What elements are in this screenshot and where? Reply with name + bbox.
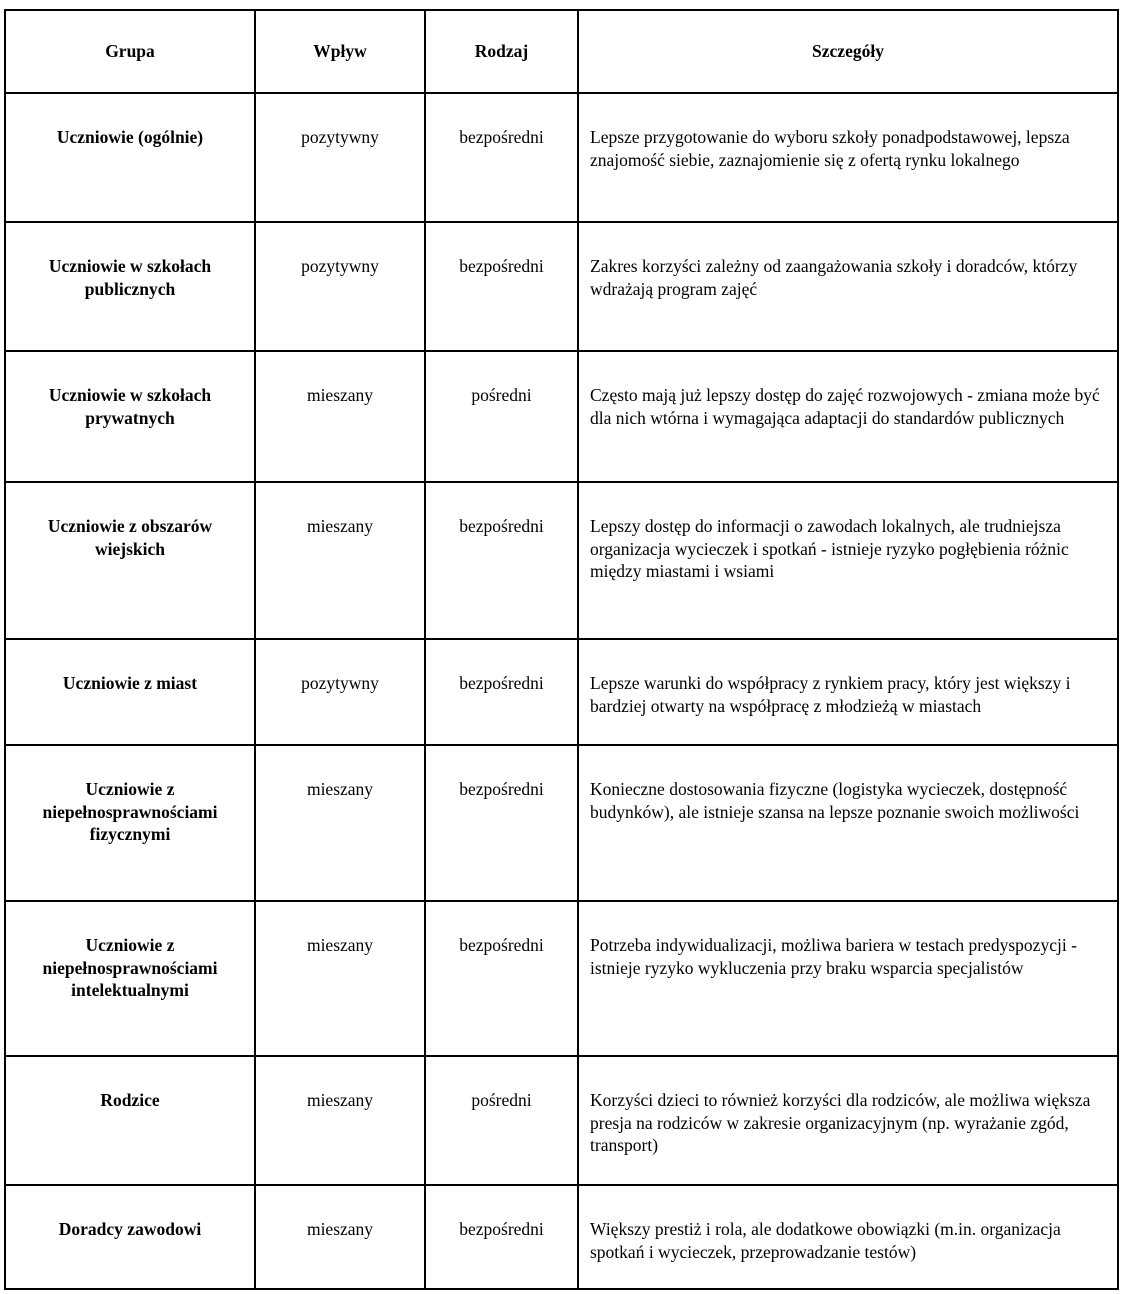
cell-group: Uczniowie z niepełnosprawnościami fizycznymi [5,745,255,901]
cell-details: Często mają już lepszy dostęp do zajęć rozwojowych - zmiana może być dla nich wtórna i wymagająca adaptacji do standardów publicznych [578,351,1118,482]
table-row [5,351,1118,482]
cell-impact: mieszany [255,1056,425,1185]
table-row [5,93,1118,222]
cell-details: Lepsze przygotowanie do wyboru szkoły ponadpodstawowej, lepsza znajomość siebie, zaznajomienie się z ofertą rynku lokalnego [578,93,1118,222]
cell-type: bezpośredni [425,93,578,222]
cell-details: Korzyści dzieci to również korzyści dla rodziców, ale możliwa większa presja na rodziców w zakresie organizacyjnym (np. wyrażanie zgód, transport) [578,1056,1118,1185]
header-impact: Wpływ [255,10,425,93]
cell-group: Doradcy zawodowi [5,1185,255,1289]
table-header-row [5,10,1118,93]
header-type: Rodzaj [425,10,578,93]
table-row [5,901,1118,1056]
cell-impact: mieszany [255,745,425,901]
cell-details: Konieczne dostosowania fizyczne (logistyka wycieczek, dostępność budynków), ale istnieje szansa na lepsze poznanie swoich możliwości [578,745,1118,901]
cell-type: pośredni [425,351,578,482]
table-row [5,1185,1118,1289]
cell-impact: pozytywny [255,222,425,351]
cell-group: Uczniowie w szkołach publicznych [5,222,255,351]
header-group: Grupa [5,10,255,93]
table-row [5,482,1118,639]
table-row [5,222,1118,351]
cell-details: Lepszy dostęp do informacji o zawodach lokalnych, ale trudniejsza organizacja wycieczek i spotkań - istnieje ryzyko pogłębienia różnic między miastami i wsiami [578,482,1118,639]
cell-impact: pozytywny [255,93,425,222]
cell-impact: mieszany [255,1185,425,1289]
cell-type: bezpośredni [425,639,578,745]
table-row [5,639,1118,745]
cell-group: Uczniowie z obszarów wiejskich [5,482,255,639]
cell-details: Lepsze warunki do współpracy z rynkiem pracy, który jest większy i bardziej otwarty na współpracę z młodzieżą w miastach [578,639,1118,745]
cell-type: bezpośredni [425,1185,578,1289]
cell-type: bezpośredni [425,482,578,639]
cell-impact: mieszany [255,351,425,482]
impact-table [4,9,1119,1290]
cell-impact: pozytywny [255,639,425,745]
cell-impact: mieszany [255,482,425,639]
cell-group: Uczniowie w szkołach prywatnych [5,351,255,482]
header-details: Szczegóły [578,10,1118,93]
cell-group: Uczniowie (ogólnie) [5,93,255,222]
cell-type: pośredni [425,1056,578,1185]
cell-group: Rodzice [5,1056,255,1185]
cell-group: Uczniowie z miast [5,639,255,745]
table-row [5,1056,1118,1185]
table-row [5,745,1118,901]
cell-type: bezpośredni [425,222,578,351]
cell-type: bezpośredni [425,745,578,901]
cell-details: Potrzeba indywidualizacji, możliwa bariera w testach predyspozycji - istnieje ryzyko wykluczenia przy braku wsparcia specjalistów [578,901,1118,1056]
cell-impact: mieszany [255,901,425,1056]
cell-group: Uczniowie z niepełnosprawnościami intelektualnymi [5,901,255,1056]
cell-type: bezpośredni [425,901,578,1056]
cell-details: Większy prestiż i rola, ale dodatkowe obowiązki (m.in. organizacja spotkań i wycieczek, przeprowadzanie testów) [578,1185,1118,1289]
cell-details: Zakres korzyści zależny od zaangażowania szkoły i doradców, którzy wdrażają program zajęć [578,222,1118,351]
